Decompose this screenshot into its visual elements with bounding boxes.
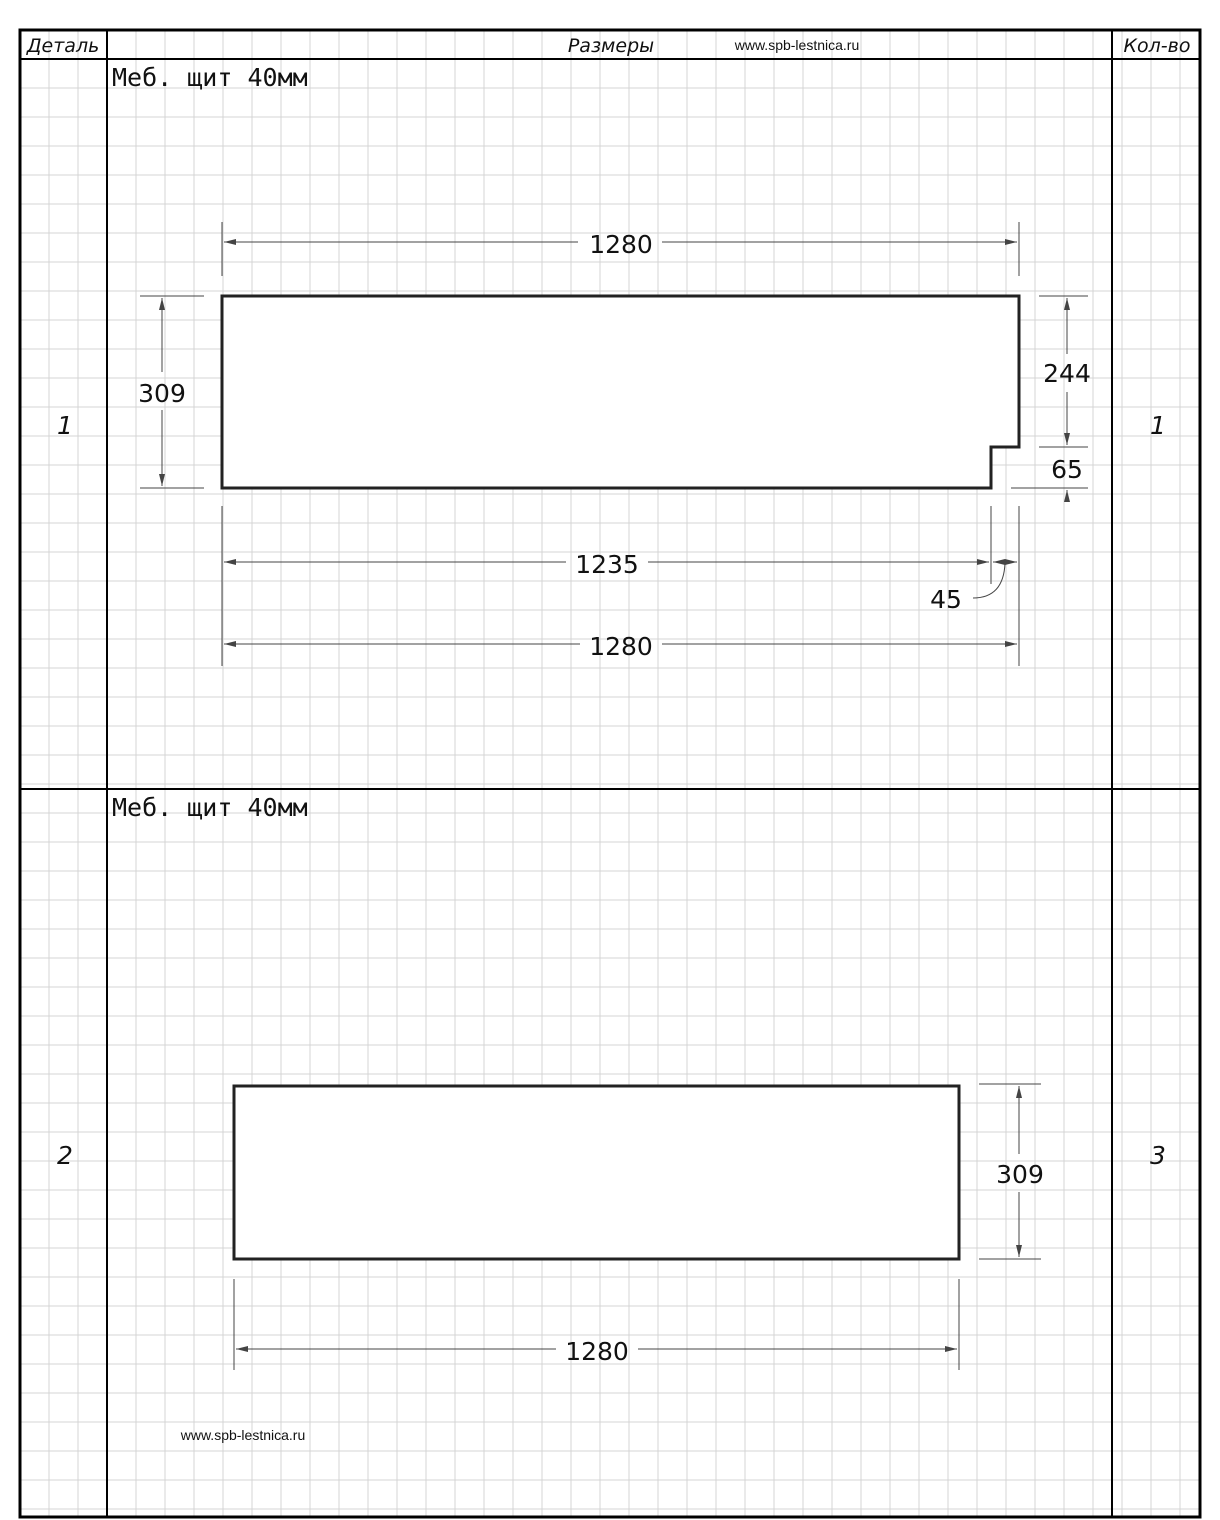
right-upper-height-dimension: 244	[1043, 359, 1091, 388]
header-site-url: www.spb-lestnica.ru	[734, 37, 860, 53]
footer-site-url: www.spb-lestnica.ru	[180, 1427, 306, 1443]
detail-number: 2	[57, 1141, 73, 1170]
bottom-width-dimension: 1280	[565, 1337, 629, 1366]
detail-column-header: Деталь	[26, 35, 100, 57]
qty-column-header: Кол-во	[1123, 35, 1191, 57]
notch-width-dimension: 45	[930, 585, 962, 614]
bottom-overall-width-dimension: 1280	[589, 632, 653, 661]
left-height-dimension: 309	[138, 379, 186, 408]
right-height-dimension: 309	[996, 1160, 1044, 1189]
material-label: Меб. щит 40мм	[112, 793, 308, 822]
part-outline-rectangle	[234, 1086, 959, 1259]
part-outline-notched	[222, 296, 1019, 488]
detail-number: 1	[57, 411, 73, 440]
notch-height-dimension: 65	[1051, 455, 1083, 484]
bottom-inner-width-dimension: 1235	[575, 550, 639, 579]
material-label: Меб. щит 40мм	[112, 63, 308, 92]
sizes-column-header: Размеры	[567, 35, 655, 57]
quantity-value: 3	[1150, 1141, 1166, 1170]
quantity-value: 1	[1150, 411, 1166, 440]
top-width-dimension: 1280	[589, 230, 653, 259]
